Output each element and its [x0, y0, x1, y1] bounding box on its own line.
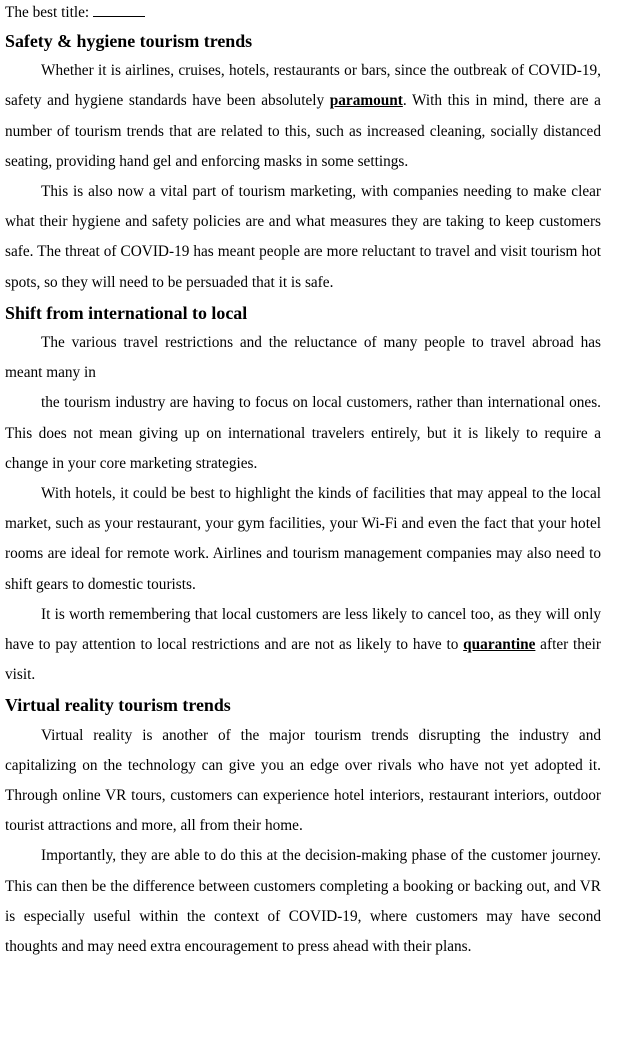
shift-p3-text-after: after their visit. — [5, 636, 602, 684]
safety-p1-text-after: . With this in mind, there are a number of tourism trends that are related to this, such as increased cleaning, socially distanced seating, providing hand gel and enforcing masks in some settings. — [5, 92, 601, 170]
shift-paragraph-2: With hotels, it could be best to highlight the kinds of facilities that may appeal to the local market, such as your restaurant, your gym facilities, your Wi-Fi and even the fact that your hotel rooms are ideal for remote work. Airlines and tourism management companies may also need to shift gears to domestic tourists. — [5, 485, 601, 593]
shift-paragraph-3 — [5, 600, 601, 691]
shift-p3-text-before: It is worth remembering that local customers are less likely to cancel too, as they will only have to pay attention to local restrictions and are not as likely to have to — [5, 605, 601, 654]
keyword-paramount: paramount — [329, 92, 403, 110]
safety-p1-text-before: Whether it is airlines, cruises, hotels, restaurants or bars, since the outbreak of COVID-19, safety and hygiene standards have been absolutely — [5, 62, 601, 110]
keyword-quarantine: quarantine — [463, 636, 536, 654]
vr-paragraph-1: Virtual reality is another of the major tourism trends disrupting the industry and capitalizing on the technology can give you an edge over rivals who have not yet adopted it. Through online VR tours, customers can experience hotel interiors, restaurant interiors, outdoor tourist attractions and more, all from their home. — [5, 726, 601, 835]
answer-blank[interactable] — [93, 2, 145, 17]
best-title-label: The best title: — [5, 4, 90, 21]
section-heading-safety: Safety & hygiene tourism trends — [5, 31, 253, 51]
document — [5, 0, 601, 962]
best-title-question — [5, 0, 601, 26]
section-heading-shift: Shift from international to local — [5, 302, 248, 323]
safety-paragraph-2: This is also now a vital part of tourism marketing, with companies needing to make clear what their hygiene and safety policies are and what measures they are taking to keep customers safe. The threat of COVID-19 has meant people are more reluctant to travel and visit tourism hot spots, so they will need to be persuaded that it is safe. — [5, 183, 601, 291]
vr-paragraph-2: Importantly, they are able to do this at the decision-making phase of the customer journey. This can then be the difference between customers completing a booking or backing out, and VR is especially useful within the context of COVID-19, where customers may have second thoughts and may need extra encouragement to press ahead with their plans. — [5, 847, 601, 956]
section-heading-vr: Virtual reality tourism trends — [5, 695, 231, 716]
safety-paragraph-1 — [5, 56, 601, 177]
shift-paragraph-1b: the tourism industry are having to focus on local customers, rather than international ones. This does not mean giving up on international travelers entirely, but it is likely to require a change in your core marketing strategies. — [5, 394, 601, 472]
shift-paragraph-1a: The various travel restrictions and the reluctance of many people to travel abroad has meant many in — [5, 334, 601, 382]
